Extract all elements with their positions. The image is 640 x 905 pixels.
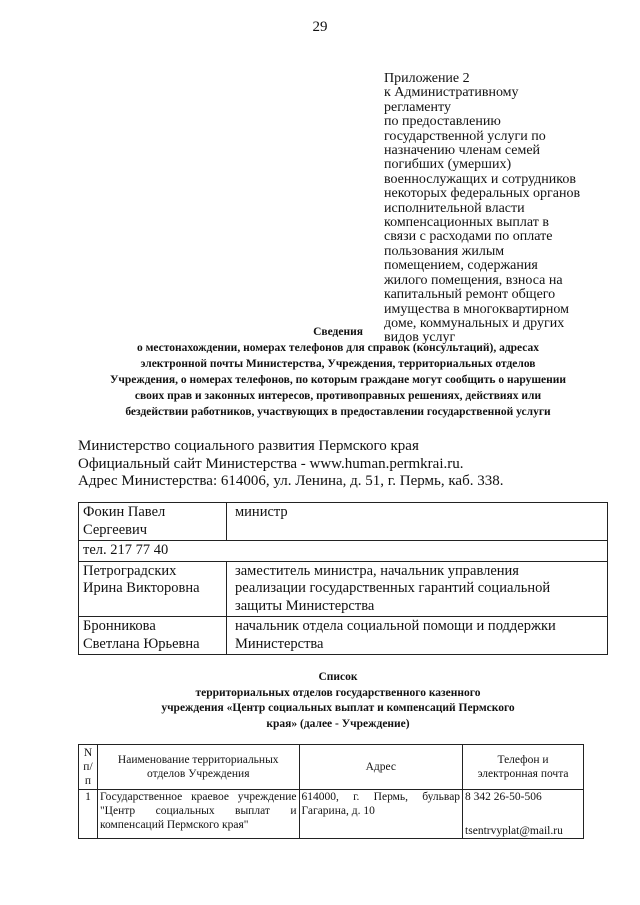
staff-name-line: Бронникова [83, 618, 156, 634]
header-number-line: N [83, 747, 93, 759]
department-contacts [463, 790, 584, 839]
staff-name-line: Петроградских [83, 562, 177, 579]
appendix-line: видов услуг [384, 330, 456, 346]
department-address: 614000, г. Пермь, бульвар Гагарина, д. 10 [299, 790, 463, 839]
table-row [79, 541, 608, 562]
header-phone-line: электронная почта [477, 768, 569, 780]
appendix-line: назначению членам семей [384, 143, 541, 159]
appendix-line: связи с расходами по оплате [384, 229, 553, 245]
appendix-line: помещением, содержания [384, 258, 538, 274]
header-name-line: Наименование территориальных [117, 754, 279, 766]
staff-position-line: реализации государственных гарантий социальной [235, 580, 551, 596]
appendix-line: к Административному [384, 85, 519, 101]
appendix-line: жилого помещения, взноса на [384, 272, 563, 288]
table-row [79, 503, 608, 541]
table-row [79, 790, 584, 839]
staff-name-line: Ирина Викторовна [83, 580, 200, 596]
appendix-line: некоторых федеральных органов [384, 186, 581, 202]
table-row [79, 561, 608, 617]
departments-table [78, 744, 584, 839]
header-phone-line: Телефон и [497, 754, 549, 766]
info-heading-line: электронной почты Министерства, Учреждения, территориальных отделов [140, 358, 536, 370]
appendix-line: доме, коммунальных и других [384, 315, 565, 331]
info-heading-title: Сведения [313, 326, 363, 338]
table-header-row [79, 745, 584, 790]
staff-position-line: министр [235, 504, 288, 520]
staff-name [79, 503, 227, 541]
staff-position-line: начальник отдела социальной помощи и поддержки [235, 618, 556, 634]
table-row [79, 617, 608, 655]
staff-position-line: заместитель министра, начальник управления [235, 562, 519, 579]
header-address: Адрес [299, 745, 463, 790]
staff-position [227, 617, 608, 655]
header-name [97, 745, 299, 790]
staff-table [78, 502, 608, 655]
info-heading [60, 324, 616, 420]
appendix-line: капитальный ремонт общего [384, 287, 556, 303]
staff-name-line: Светлана Юрьевна [83, 635, 200, 652]
appendix-line: имущества в многоквартирном [384, 301, 569, 317]
list-heading-title: Список [318, 671, 358, 683]
ministry-info [78, 438, 618, 491]
header-number-line: п/п [83, 761, 93, 787]
department-email: tsentrvyplat@mail.ru [465, 825, 563, 837]
ministry-name: Министерство социального развития Пермского края [78, 438, 419, 454]
staff-name-line: Фокин Павел [83, 504, 166, 520]
row-number: 1 [79, 790, 98, 839]
header-number [79, 745, 98, 790]
staff-position-line: Министерства [235, 635, 324, 652]
appendix-line: военнослужащих и сотрудников [384, 171, 576, 187]
staff-phone: тел. 217 77 40 [79, 541, 227, 562]
appendix-line: исполнительной власти [384, 200, 525, 216]
staff-name [79, 561, 227, 617]
header-name-line: отделов Учреждения [146, 768, 250, 780]
info-heading-line: бездействии работников, участвующих в предоставлении государственной услуги [125, 406, 551, 418]
appendix-line: погибших (умерших) [384, 157, 512, 173]
department-phone: 8 342 26-50-506 [465, 791, 542, 803]
ministry-address: Адрес Министерства: 614006, ул. Ленина, д. 51, г. Пермь, каб. 338. [78, 473, 504, 489]
appendix-line: компенсационных выплат в [384, 215, 549, 231]
appendix-line: Приложение 2 [384, 71, 470, 86]
appendix-line: регламенту [384, 99, 451, 115]
staff-position [227, 503, 608, 541]
list-heading-line: территориальных отделов государственного казенного [195, 686, 481, 699]
staff-name-line: Сергеевич [83, 521, 148, 538]
department-name: Государственное краевое учреждение "Центр социальных выплат и компенсаций Пермского края" [97, 790, 299, 839]
info-heading-line: Учреждения, о номерах телефонов, по которым граждане могут сообщить о нарушении [109, 374, 567, 386]
info-heading-line: своих прав и законных интересов, противоправных решениях, действиях или [134, 390, 542, 402]
list-heading [60, 670, 616, 732]
info-heading-line: о местонахождении, номерах телефонов для справок (консультаций), адресах [136, 342, 540, 354]
staff-name [79, 617, 227, 655]
staff-position [227, 561, 608, 617]
appendix-line: по предоставлению [384, 114, 501, 130]
appendix-note [384, 72, 620, 346]
list-heading-line: края» (далее - Учреждение) [266, 717, 410, 730]
staff-phone-empty [227, 541, 608, 562]
appendix-line: пользования жилым [384, 243, 505, 259]
header-phone [463, 745, 584, 790]
appendix-line: государственной услуги по [384, 128, 546, 144]
list-heading-line: учреждения «Центр социальных выплат и компенсаций Пермского [161, 702, 515, 714]
ministry-website: Официальный сайт Министерства - www.human.permkrai.ru. [78, 455, 464, 472]
staff-position-line: защиты Министерства [235, 597, 375, 614]
page-number: 29 [312, 19, 328, 35]
